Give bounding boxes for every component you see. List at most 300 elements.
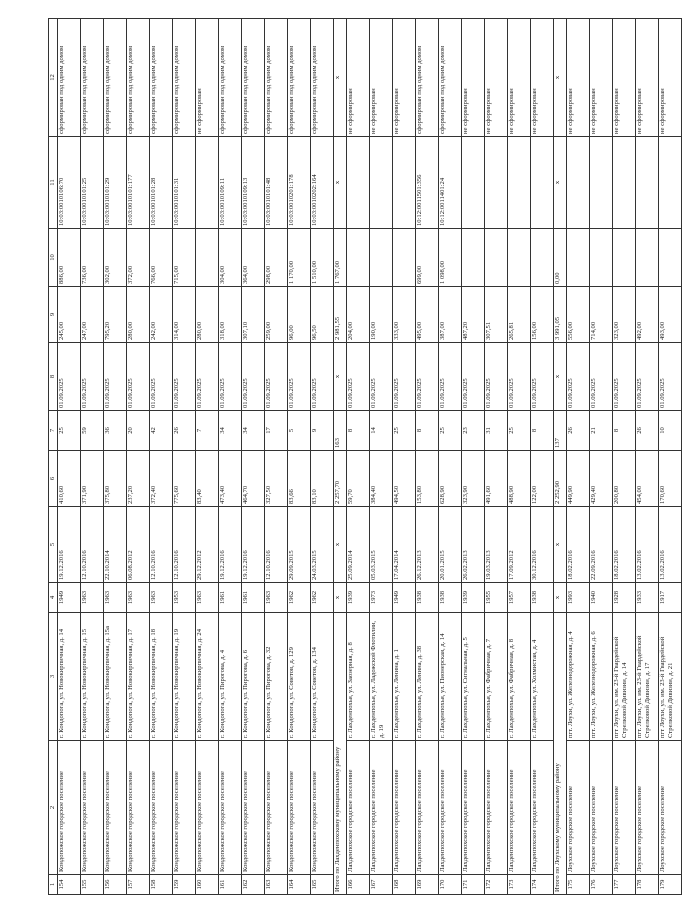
table-cell: 153,80 [416,451,439,507]
table-cell: 96,50 [311,287,334,343]
table-cell: 10:03:0010201:178 [288,137,311,229]
table-cell: 10:03:0010109:13 [242,137,265,229]
table-row [242,19,265,895]
table-cell: не сформирован [590,19,613,137]
table-cell: 10:03:0010101:25 [81,137,104,229]
table-cell: не сформирован [393,19,416,137]
table-cell: 487,20 [462,287,485,343]
table-cell: г. Лахденпохья, ул. Ленина, д. 1 [393,613,416,741]
table-cell: сформирован под одним домом [81,19,104,137]
column-number: 8 [49,343,58,411]
table-cell: 1939 [462,583,485,613]
table-cell: 169 [416,875,439,895]
table-cell: 01.09.2025 [104,343,127,411]
table-cell: 174 [531,875,554,895]
table-cell: 13.02.2016 [636,507,659,583]
table-row [347,19,370,895]
table-cell: 01.09.2025 [659,343,682,411]
total-cell: 137 [554,411,567,451]
table-cell: Кондопожское городское поселение [150,741,173,875]
table-cell: г. Кондопога, ул. Новокирпичная, д. 15 [81,613,104,741]
table-cell: 20.01.2015 [439,507,462,583]
table-cell: 21 [590,411,613,451]
table-cell: Кондопожское городское поселение [81,741,104,875]
table-cell: Кондопожское городское поселение [242,741,265,875]
table-cell [531,137,554,229]
table-cell: сформирован под одним домом [219,19,242,137]
table-cell: пгт. Лоухи, ул. Железнодорожная, д. 6 [590,613,613,741]
table-cell: Кондопожское городское поселение [104,741,127,875]
table-cell: 01.09.2025 [393,343,416,411]
table-row [416,19,439,895]
table-cell: 29.09.2015 [288,507,311,583]
table-cell: 384,40 [370,451,393,507]
table-cell [590,229,613,287]
table-cell: 372,00 [127,229,150,287]
total-cell: x [334,19,347,137]
table-cell: Лахденпохское городское поселение [508,741,531,875]
table-cell: 20 [127,411,150,451]
table-cell: 493,00 [659,287,682,343]
table-cell: сформирован под одним домом [416,19,439,137]
table-cell: 375,80 [104,451,127,507]
table-cell: Лахденпохское городское поселение [393,741,416,875]
table-cell: 5 [288,411,311,451]
table-cell: сформирован под одним домом [311,19,334,137]
total-row [554,19,567,895]
table-cell: 01.09.2025 [370,343,393,411]
table-cell: 795,20 [104,287,127,343]
table-cell: 327,50 [265,451,288,507]
table-cell: г. Кондопога, ул. Новокирпичная, д. 17 [127,613,150,741]
table-cell: 10:03:0010101:48 [265,137,288,229]
table-cell: 628,90 [439,451,462,507]
table-cell: Лахденпохское городское поселение [531,741,554,875]
table-cell: 1955 [485,583,508,613]
table-cell: 454,00 [636,451,659,507]
table-cell: 18.02.2016 [567,507,590,583]
table-cell: 323,90 [462,451,485,507]
table-cell: 10:03:0010101:31 [173,137,196,229]
table-cell: Кондопожское городское поселение [288,741,311,875]
table-cell: 36 [104,411,127,451]
total-label: Итого по Лоухскому муниципальному району [554,613,567,895]
table-cell: 01.09.2025 [265,343,288,411]
table-cell: 265,81 [508,287,531,343]
table-cell: 302,00 [104,229,127,287]
table-cell: 96,00 [288,287,311,343]
total-cell: x [554,583,567,613]
table-cell: 22.09.2016 [590,507,613,583]
table-cell: 1963 [127,583,150,613]
table-cell: г. Лахденпохья, ул. Пионерская, д. 14 [439,613,462,741]
housing-register-table [48,18,682,895]
table-row [58,19,81,895]
table-row [81,19,104,895]
table-cell: 494,50 [393,451,416,507]
total-cell: x [334,343,347,411]
table-cell: 280,00 [127,287,150,343]
table-cell: г. Кондопога, ул. Пирогова, д. 4 [219,613,242,741]
table-cell: 736,00 [81,229,104,287]
table-cell: г. Лахденпохья, ул. Холмистая, д. 4 [531,613,554,741]
column-number: 3 [49,613,58,741]
table-cell: 1940 [590,583,613,613]
table-cell: г. Лахденпохья, ул. Ладожской Флотилии, д. 19 [370,613,393,741]
table-cell: 190,00 [370,287,393,343]
table-cell: 01.09.2025 [81,343,104,411]
table-cell: Лоухское городское поселение [659,741,682,875]
table-cell: 162 [242,875,265,895]
table-cell: 19.03.2013 [485,507,508,583]
table-cell: 1963 [104,583,127,613]
table-cell: не сформирован [636,19,659,137]
table-cell: не сформирован [508,19,531,137]
table-row [104,19,127,895]
total-cell: 163 [334,411,347,451]
table-cell: пгт. Лоухи, ул. им. 23-й Гвардейской Стрелковой Дивизии, д. 17 [636,613,659,741]
table-cell: 01.09.2025 [462,343,485,411]
total-cell: 3 991,05 [554,287,567,343]
table-cell: 1949 [393,583,416,613]
table-cell: Кондопожское городское поселение [311,741,334,875]
table-cell: 18.02.2016 [613,507,636,583]
table-cell: г. Кондопога, ул. Новокирпичная, д. 18 [150,613,173,741]
total-cell: x [554,507,567,583]
table-cell: 1938 [531,583,554,613]
table-cell [462,137,485,229]
table-cell: пгт Лоухи, ул. им. 23-й Гвардейской Стрелковой Дивизии, д. 14 [613,613,636,741]
table-cell: 280,00 [196,287,219,343]
table-cell: 01.09.2025 [173,343,196,411]
table-cell: 12.10.2016 [265,507,288,583]
table-cell: 10:03:0010106:70 [58,137,81,229]
table-cell: сформирован под одним домом [58,19,81,137]
table-row [393,19,416,895]
table-cell: 167 [370,875,393,895]
table-cell: 83,10 [311,451,334,507]
table-cell: 242,00 [150,287,173,343]
table-cell: 01.09.2025 [242,343,265,411]
table-cell: 173 [508,875,531,895]
table-cell: 1963 [265,583,288,613]
table-cell: не сформирован [462,19,485,137]
table-row [590,19,613,895]
table-cell: 387,00 [439,287,462,343]
table-cell: 371,90 [81,451,104,507]
table-cell: 01.09.2025 [439,343,462,411]
table-cell: 1963 [196,583,219,613]
column-number: 4 [49,583,58,613]
table-cell: 164 [288,875,311,895]
table-cell [636,229,659,287]
table-cell: г. Кондопога, ул. Новокирпичная, д. 19 [173,613,196,741]
table-cell: 17 [265,411,288,451]
table-cell: 176 [590,875,613,895]
table-cell: 19.12.2016 [242,507,265,583]
table-cell [196,137,219,229]
table-cell: 01.09.2025 [416,343,439,411]
table-cell [196,229,219,287]
table-cell: г. Кондопога, ул. Пирогова, д. 6 [242,613,265,741]
table-cell: 25.09.2014 [347,507,370,583]
table-cell: не сформирован [196,19,219,137]
table-cell: 333,00 [393,287,416,343]
table-cell: 699,00 [416,229,439,287]
table-cell: 26 [567,411,590,451]
table-cell: 157 [127,875,150,895]
table-cell: 245,00 [58,287,81,343]
table-cell: 01.09.2025 [613,343,636,411]
table-cell: 307,10 [242,287,265,343]
table-cell: 177 [613,875,636,895]
table-cell: 31 [485,411,508,451]
table-cell: 25 [393,411,416,451]
table-cell: 01.09.2025 [150,343,173,411]
table-row [219,19,242,895]
column-number: 6 [49,451,58,507]
table-cell: г. Лахденпохья, ул. Заозерная, д. 8 [347,613,370,741]
table-cell: Лахденпохское городское поселение [462,741,485,875]
table-cell: 25 [439,411,462,451]
table-cell: 172 [485,875,508,895]
table-cell: 01.09.2025 [288,343,311,411]
table-cell: 1963 [81,583,104,613]
total-cell: 0,00 [554,229,567,287]
table-row [508,19,531,895]
table-cell: 8 [347,411,370,451]
table-cell: 372,40 [150,451,173,507]
table-row [288,19,311,895]
table-cell: не сформирован [567,19,590,137]
table-cell: Лоухское городское поселение [636,741,659,875]
table-cell: 83,40 [196,451,219,507]
table-cell: 10 [659,411,682,451]
table-cell: 323,00 [613,287,636,343]
table-cell: 429,40 [590,451,613,507]
table-cell: 01.09.2025 [590,343,613,411]
table-cell: 01.09.2025 [311,343,334,411]
table-cell: 1953 [173,583,196,613]
table-cell [567,229,590,287]
table-cell: 12.10.2016 [81,507,104,583]
table-cell: 34 [219,411,242,451]
table-cell: 01.09.2025 [485,343,508,411]
table-cell: сформирован под одним домом [150,19,173,137]
rotated-table-page [48,19,674,895]
table-cell: 161 [219,875,242,895]
table-cell [347,137,370,229]
table-cell: Лахденпохское городское поселение [485,741,508,875]
table-cell: сформирован под одним домом [173,19,196,137]
total-cell: x [334,507,347,583]
table-cell: 10:12:0011501:356 [416,137,439,229]
table-cell: 10:03:0010202:164 [311,137,334,229]
column-number: 10 [49,229,58,287]
table-cell: Кондопожское городское поселение [58,741,81,875]
table-cell: 01.09.2025 [636,343,659,411]
table-cell: Лахденпохское городское поселение [370,741,393,875]
table-cell: сформирован под одним домом [127,19,150,137]
table-cell: 1939 [347,583,370,613]
table-cell: 34 [242,411,265,451]
table-cell: Лахденпохское городское поселение [439,741,462,875]
table-cell: 766,00 [150,229,173,287]
table-cell: 200,80 [613,451,636,507]
table-cell: г. Лахденпохья, ул. Фабричная, д. 7 [485,613,508,741]
table-cell: 01.09.2025 [127,343,150,411]
table-cell: 10:03:0010101:28 [150,137,173,229]
table-cell: 10:03:0010101:177 [127,137,150,229]
table-cell: г. Кондопога, ул. Новокирпичная, д. 14 [58,613,81,741]
total-cell: 2 981,55 [334,287,347,343]
table-cell: г. Кондопога, ул. Советов, д. 129 [288,613,311,741]
table-cell: сформирован под одним домом [242,19,265,137]
table-cell: 159 [173,875,196,895]
table-cell: 304,00 [219,229,242,287]
table-row [265,19,288,895]
table-cell: 25 [58,411,81,451]
table-cell: 01.09.2025 [531,343,554,411]
table-cell: Кондопожское городское поселение [173,741,196,875]
table-cell: 01.09.2025 [347,343,370,411]
table-cell: 179 [659,875,682,895]
table-row [531,19,554,895]
column-number: 5 [49,507,58,583]
table-cell [347,229,370,287]
table-cell: 298,00 [265,229,288,287]
table-cell: 01.09.2025 [508,343,531,411]
table-cell: 314,00 [173,287,196,343]
table-cell: 8 [416,411,439,451]
table-cell: 165 [311,875,334,895]
table-cell: сформирован под одним домом [104,19,127,137]
table-cell: 42 [150,411,173,451]
table-cell: 488,90 [508,451,531,507]
table-cell: 25 [508,411,531,451]
table-cell [567,137,590,229]
table-row [196,19,219,895]
table-cell: 1963 [150,583,173,613]
table-cell: 26.02.2013 [462,507,485,583]
table-cell: 259,00 [265,287,288,343]
table-cell [393,137,416,229]
table-cell: 170,60 [659,451,682,507]
table-cell [462,229,485,287]
table-row [613,19,636,895]
table-cell: 307,51 [485,287,508,343]
column-number-row [49,19,58,895]
table-cell: 17.09.2012 [508,507,531,583]
table-cell: г. Лахденпохья, ул. Ленина, д. 38 [416,613,439,741]
table-cell: 1962 [288,583,311,613]
table-cell: г. Лахденпохья, ул. Сигнальная, д. 5 [462,613,485,741]
table-cell [370,137,393,229]
table-cell: не сформирован [531,19,554,137]
table-cell: 247,00 [81,287,104,343]
table-cell: 7 [196,411,219,451]
table-cell: 154 [58,875,81,895]
table-cell: 01.09.2025 [58,343,81,411]
table-cell: 01.09.2025 [567,343,590,411]
table-cell: 155 [81,875,104,895]
table-cell: 05.03.2015 [370,507,393,583]
table-cell: 1 170,00 [288,229,311,287]
table-cell: 12.10.2016 [150,507,173,583]
table-row [636,19,659,895]
table-cell: не сформирован [613,19,636,137]
table-cell [508,137,531,229]
table-cell: сформирован под одним домом [439,19,462,137]
table-cell: не сформирован [370,19,393,137]
column-number: 2 [49,741,58,875]
table-cell: 886,00 [58,229,81,287]
table-row [659,19,682,895]
table-cell: 19.12.2016 [58,507,81,583]
table-cell: г. Кондопога, ул. Советов, д. 134 [311,613,334,741]
table-cell: 26.12.2013 [416,507,439,583]
table-cell: 01.09.2025 [219,343,242,411]
table-cell: 23 [462,411,485,451]
table-cell: 473,40 [219,451,242,507]
table-cell: Кондопожское городское поселение [265,741,288,875]
total-row [334,19,347,895]
table-cell: 19.12.2016 [219,507,242,583]
table-row [173,19,196,895]
table-row [462,19,485,895]
table-cell: не сформирован [485,19,508,137]
column-number: 9 [49,287,58,343]
table-cell: 1917 [659,583,682,613]
total-cell: 2 252,90 [554,451,567,507]
table-cell: пгт. Лоухи, ул. Железнодорожная, д. 4 [567,613,590,741]
table-cell: 364,00 [242,229,265,287]
table-row [370,19,393,895]
table-cell: 122,00 [531,451,554,507]
table-cell: 22.10.2014 [104,507,127,583]
table-row [127,19,150,895]
table-cell: 10:12:0011401:24 [439,137,462,229]
table-cell [393,229,416,287]
table-cell [590,137,613,229]
table-cell: не сформирован [347,19,370,137]
table-cell: 13.02.2016 [659,507,682,583]
table-cell: 178 [636,875,659,895]
table-cell: 9 [311,411,334,451]
table-cell: 775,60 [173,451,196,507]
table-cell: г. Кондопога, ул. Пирогова, д. 32 [265,613,288,741]
table-cell: сформирован под одним домом [288,19,311,137]
table-cell [659,229,682,287]
table-cell: 1973 [370,583,393,613]
total-cell: 1 767,00 [334,229,347,287]
table-cell: 160 [196,875,219,895]
table-cell: 1933 [636,583,659,613]
table-cell [636,137,659,229]
table-cell: 449,90 [567,451,590,507]
table-cell: Кондопожское городское поселение [219,741,242,875]
table-cell: 24.03.2015 [311,507,334,583]
table-cell: Лоухское городское поселение [567,741,590,875]
total-cell: x [554,19,567,137]
table-cell: 1 098,00 [439,229,462,287]
table-cell: 17.04.2014 [393,507,416,583]
column-number: 1 [49,875,58,895]
table-cell: сформирован под одним домом [265,19,288,137]
column-number: 7 [49,411,58,451]
table-cell: 166 [347,875,370,895]
table-cell: 204,00 [347,287,370,343]
